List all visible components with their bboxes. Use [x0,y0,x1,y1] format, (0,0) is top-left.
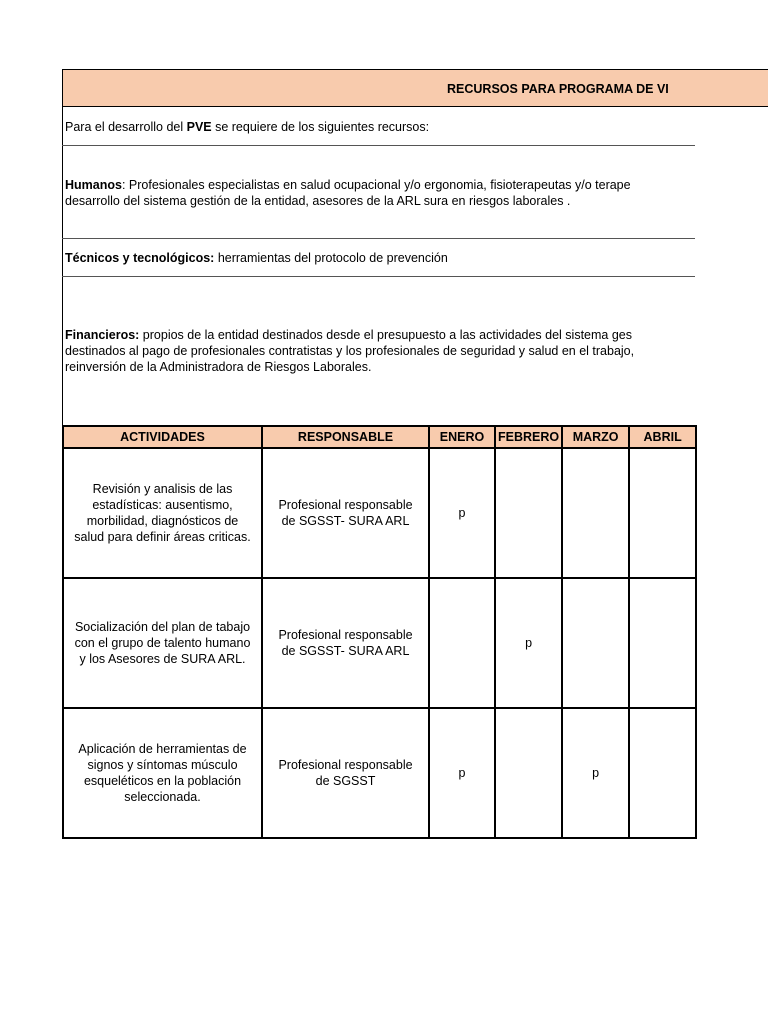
table-header-row [63,426,696,448]
cell-responsable [262,708,429,838]
tecnicos-value: herramientas del protocolo de prevención [214,251,448,265]
tecnicos-label: Técnicos y tecnológicos: [65,251,215,265]
cell-responsable [262,448,429,578]
cell-marzo [562,578,629,708]
divider [62,276,695,277]
financieros-label: Financieros: [65,328,140,342]
cell-abril [629,708,696,838]
humanos-label: Humanos [65,178,122,192]
intro-post: se requiere de los siguientes recursos: [211,120,430,134]
col-header-responsable: RESPONSABLE [262,426,429,448]
divider [62,238,695,239]
tecnicos-text [65,250,693,266]
cell-actividad-line: con el grupo de talento humano [74,636,251,650]
col-header-abril: ABRIL [629,426,696,448]
col-header-febrero: FEBRERO [495,426,562,448]
financieros-line3: reinversión de la Administradora de Riesgos Laborales. [65,360,372,374]
intro-pre: Para el desarrollo del [65,120,187,134]
cell-enero: p [429,448,495,578]
cell-responsable-line: Profesional responsable [278,758,413,772]
cell-responsable-line: de SGSST- SURA ARL [281,514,410,528]
activities-table [62,425,697,839]
cell-responsable [262,578,429,708]
cell-enero [429,578,495,708]
cell-actividad-line: signos y síntomas músculo [87,758,238,772]
financieros-text: propios de la entidad destinados desde el presupuesto a las actividades del sistema ges [139,328,633,342]
cell-actividad-line: Socialización del plan de tabajo [74,620,251,634]
cell-actividad [63,578,262,708]
cell-responsable-line: de SGSST- SURA ARL [281,644,410,658]
humanos-line1 [65,177,693,193]
cell-actividad [63,448,262,578]
left-border [62,69,63,447]
cell-enero: p [429,708,495,838]
humanos-text: : Profesionales especialistas en salud ocupacional y/o ergonomia, fisioterapeutas y/o terape [121,178,631,192]
financieros-line1 [65,327,693,343]
divider [62,145,695,146]
cell-actividad-line: esqueléticos en la población [83,774,242,788]
cell-responsable-line: Profesional responsable [278,498,413,512]
table-row [63,448,696,578]
title-bar [62,69,768,107]
page-title: RECURSOS PARA PROGRAMA DE VI [447,82,669,96]
cell-responsable-line: Profesional responsable [278,628,413,642]
cell-febrero: p [495,578,562,708]
financieros-line2: destinados al pago de profesionales contratistas y los profesionales de seguridad y salud en el trabajo, [65,344,635,358]
cell-febrero [495,708,562,838]
cell-actividad-line: y los Asesores de SURA ARL. [79,652,246,666]
cell-actividad-line: morbilidad, diagnósticos de [86,514,239,528]
col-header-actividades: ACTIVIDADES [63,426,262,448]
col-header-marzo: MARZO [562,426,629,448]
cell-marzo [562,448,629,578]
cell-abril [629,578,696,708]
cell-actividad-line: seleccionada. [124,790,201,804]
humanos-line2: desarrollo del sistema gestión de la entidad, asesores de la ARL sura en riesgos laborales . [65,194,571,208]
cell-actividad-line: Revisión y analisis de las [92,482,233,496]
cell-responsable-line: de SGSST [315,774,376,788]
table-row [63,708,696,838]
intro-pve: PVE [186,120,212,134]
cell-abril [629,448,696,578]
cell-febrero [495,448,562,578]
table-row [63,578,696,708]
cell-marzo: p [562,708,629,838]
intro-text [65,119,693,135]
spreadsheet-page [62,69,768,829]
cell-actividad-line: salud para definir áreas criticas. [74,530,251,544]
cell-actividad-line: estadísticas: ausentismo, [92,498,233,512]
col-header-enero: ENERO [429,426,495,448]
cell-actividad-line: Aplicación de herramientas de [78,742,247,756]
cell-actividad [63,708,262,838]
